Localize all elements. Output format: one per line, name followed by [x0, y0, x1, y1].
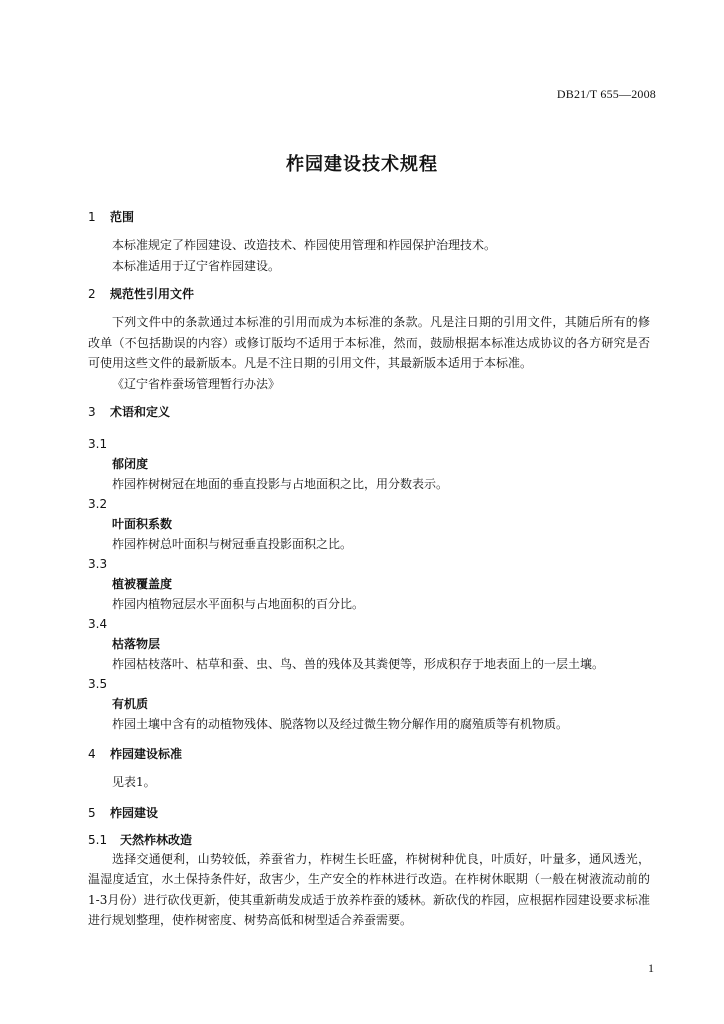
- section-1-heading: 1 范围: [88, 210, 135, 224]
- section-1-para-2: 本标准适用于辽宁省柞园建设。: [112, 258, 281, 273]
- term-3-2: 3.2 叶面积系数 柞园柞树总叶面积与树冠垂直投影面积之比。: [88, 497, 353, 551]
- section-4-heading: 4 柞园建设标准: [88, 747, 183, 761]
- term-3-1: 3.1 郁闭度 柞园柞树树冠在地面的垂直投影与占地面积之比，用分数表示。: [88, 437, 449, 491]
- section-5-1-para: 选择交通便利，山势较低，养蚕省力，柞树生长旺盛，柞树树种优良，叶质好，叶量多，通风透光，温湿度适宜，水土保持条件好，敌害少，生产安全的柞林进行改造。在柞树休眠期（一般在树液流动前的1-3月份）进行砍伐更新，使其重新萌发成适于放养柞蚕的矮林。新砍伐的柞园，应根据柞园建设要求标准进行规划整理，使柞树密度、树势高低和树型适合养蚕需要。: [88, 851, 650, 927]
- section-3-heading: 3 术语和定义: [88, 405, 171, 419]
- term-3-5: 3.5 有机质 柞园土壤中含有的动植物残体、脱落物以及经过微生物分解作用的腐殖质等有机物质。: [88, 677, 569, 731]
- section-2-heading: 2 规范性引用文件: [88, 287, 195, 301]
- section-1-para-1: 本标准规定了柞园建设、改造技术、柞园使用管理和柞园保护治理技术。: [112, 238, 497, 252]
- section-4-para: 见表1。: [112, 775, 156, 789]
- term-3-3: 3.3 植被覆盖度 柞园内植物冠层水平面积与占地面积的百分比。: [88, 557, 365, 611]
- section-5-heading: 5 柞园建设: [88, 805, 159, 820]
- standard-code: DB21/T 655—2008: [556, 87, 656, 101]
- section-2-para: 下列文件中的条款通过本标准的引用而成为本标准的条款。凡是注日期的引用文件，其随后所有的修改单（不包括勘误的内容）或修订版均不适用于本标准，然而，鼓励根据本标准达成协议的各方研究是否可使用这些文件的最新版本。凡是不注日期的引用文件，其最新版本适用于本标准。: [88, 315, 650, 370]
- section-2-reference: 《辽宁省柞蚕场管理暂行办法》: [112, 376, 281, 391]
- section-5-1-heading: 5.1 天然柞林改造: [88, 832, 193, 847]
- document-body: [88, 208, 650, 931]
- page-number: 1: [648, 961, 654, 975]
- document-title: 柞园建设技术规程: [286, 154, 438, 175]
- term-3-4: 3.4 枯落物层 柞园枯枝落叶、枯草和蚕、虫、鸟、兽的残体及其粪便等，形成积存于地表面上的一层土壤。: [88, 617, 605, 671]
